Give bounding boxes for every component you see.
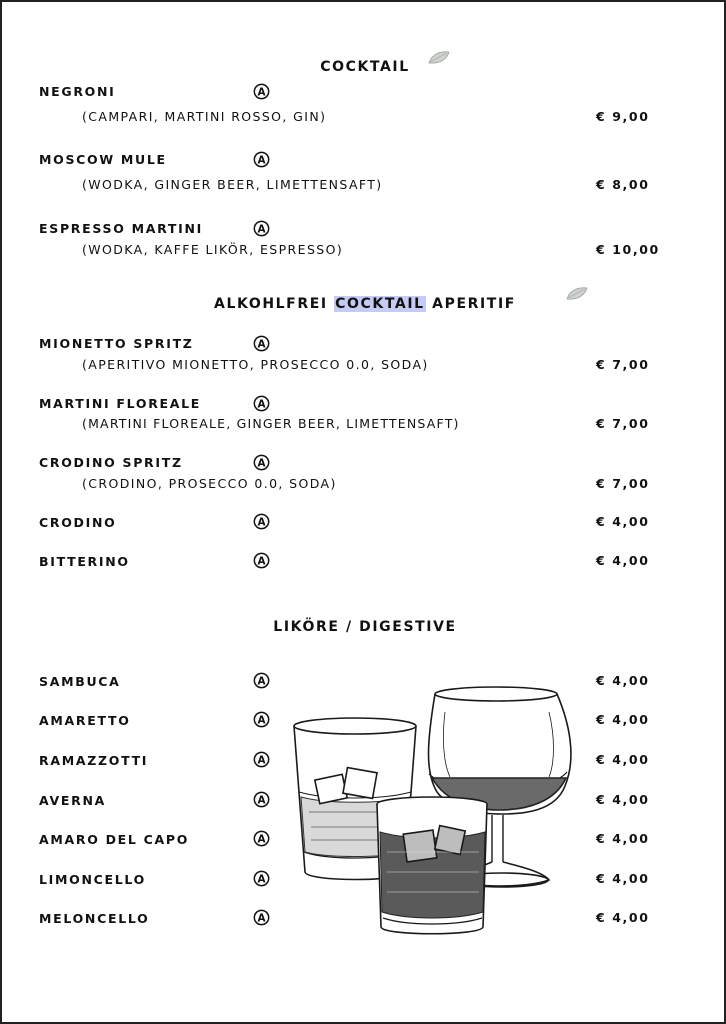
item-price-mionetto-spritz: € 7,00 (596, 357, 650, 372)
svg-text:A: A (257, 714, 266, 727)
item-name-sambuca: SAMBUCA (39, 674, 121, 689)
item-name-crodino: CRODINO (39, 515, 117, 530)
item-price-sambuca: € 4,00 (596, 673, 650, 688)
allergen-a-icon (253, 672, 270, 689)
item-name-averna: AVERNA (39, 793, 106, 808)
allergen-a-icon (253, 335, 270, 352)
leaf-icon (428, 51, 450, 65)
svg-text:A: A (257, 86, 266, 99)
section-title-cocktail (2, 59, 726, 75)
svg-text:A: A (257, 794, 266, 807)
item-name-moscow-mule: MOSCOW MULE (39, 152, 167, 167)
item-price-moscow-mule: € 8,00 (596, 177, 650, 192)
svg-text:A: A (257, 873, 266, 886)
leaf-icon (566, 287, 588, 301)
item-price-bitterino: € 4,00 (596, 553, 650, 568)
item-name-amaretto: AMARETTO (39, 713, 131, 728)
item-desc-mionetto-spritz: (APERITIVO MIONETTO, PROSECCO 0.0, SODA) (82, 357, 429, 372)
item-price-crodino-spritz: € 7,00 (596, 476, 650, 491)
item-price-martini-floreale: € 7,00 (596, 416, 650, 431)
item-desc-negroni: (CAMPARI, MARTINI ROSSO, GIN) (82, 109, 327, 124)
allergen-a-icon (253, 552, 270, 569)
svg-text:A: A (257, 457, 266, 470)
item-price-meloncello: € 4,00 (596, 910, 650, 925)
section-title-likoere-text: LIKÖRE / DIGESTIVE (273, 619, 457, 635)
allergen-a-icon (253, 751, 270, 768)
allergen-a-icon (253, 454, 270, 471)
allergen-a-icon (253, 791, 270, 808)
item-price-espresso-martini: € 10,00 (596, 242, 660, 257)
item-name-espresso-martini: ESPRESSO MARTINI (39, 221, 203, 236)
allergen-a-icon (253, 395, 270, 412)
svg-text:A: A (257, 223, 266, 236)
item-name-amaro-del-capo: AMARO DEL CAPO (39, 832, 190, 847)
svg-text:A: A (257, 754, 266, 767)
allergen-a-icon (253, 513, 270, 530)
svg-text:A: A (257, 912, 266, 925)
svg-text:A: A (257, 675, 266, 688)
section-title-alkoholfrei-part1: ALKOHLFREI (214, 296, 335, 312)
item-name-martini-floreale: MARTINI FLOREALE (39, 396, 202, 411)
svg-text:A: A (257, 398, 266, 411)
allergen-a-icon (253, 220, 270, 237)
item-name-crodino-spritz: CRODINO SPRITZ (39, 455, 183, 470)
item-price-amaro-del-capo: € 4,00 (596, 831, 650, 846)
item-price-ramazzotti: € 4,00 (596, 752, 650, 767)
svg-text:A: A (257, 154, 266, 167)
allergen-a-icon (253, 83, 270, 100)
allergen-a-icon (253, 870, 270, 887)
item-price-crodino: € 4,00 (596, 514, 650, 529)
item-name-limoncello: LIMONCELLO (39, 872, 146, 887)
allergen-a-icon (253, 711, 270, 728)
item-price-averna: € 4,00 (596, 792, 650, 807)
item-desc-martini-floreale: (MARTINI FLOREALE, GINGER BEER, LIMETTENSAFT) (82, 416, 460, 431)
item-desc-moscow-mule: (WODKA, GINGER BEER, LIMETTENSAFT) (82, 177, 383, 192)
item-name-meloncello: MELONCELLO (39, 911, 150, 926)
item-name-bitterino: BITTERINO (39, 554, 130, 569)
item-name-ramazzotti: RAMAZZOTTI (39, 753, 149, 768)
section-title-alkoholfrei-part2: APERITIF (425, 296, 516, 312)
item-name-mionetto-spritz: MIONETTO SPRITZ (39, 336, 194, 351)
section-title-likoere (2, 619, 726, 635)
item-price-amaretto: € 4,00 (596, 712, 650, 727)
section-title-cocktail-text: COCKTAIL (320, 59, 410, 75)
item-price-negroni: € 9,00 (596, 109, 650, 124)
svg-text:A: A (257, 516, 266, 529)
item-price-limoncello: € 4,00 (596, 871, 650, 886)
allergen-a-icon (253, 909, 270, 926)
allergen-a-icon (253, 830, 270, 847)
allergen-a-icon (253, 151, 270, 168)
rocks-glass-icon (377, 797, 487, 934)
item-name-negroni: NEGRONI (39, 84, 116, 99)
svg-text:A: A (257, 833, 266, 846)
item-desc-espresso-martini: (WODKA, KAFFE LIKÖR, ESPRESSO) (82, 242, 344, 257)
svg-text:A: A (257, 555, 266, 568)
svg-text:A: A (257, 338, 266, 351)
section-title-alkoholfrei (2, 296, 726, 312)
glassware-illustration (287, 682, 577, 942)
section-title-alkoholfrei-highlight: COCKTAIL (335, 296, 425, 312)
item-desc-crodino-spritz: (CRODINO, PROSECCO 0.0, SODA) (82, 476, 337, 491)
